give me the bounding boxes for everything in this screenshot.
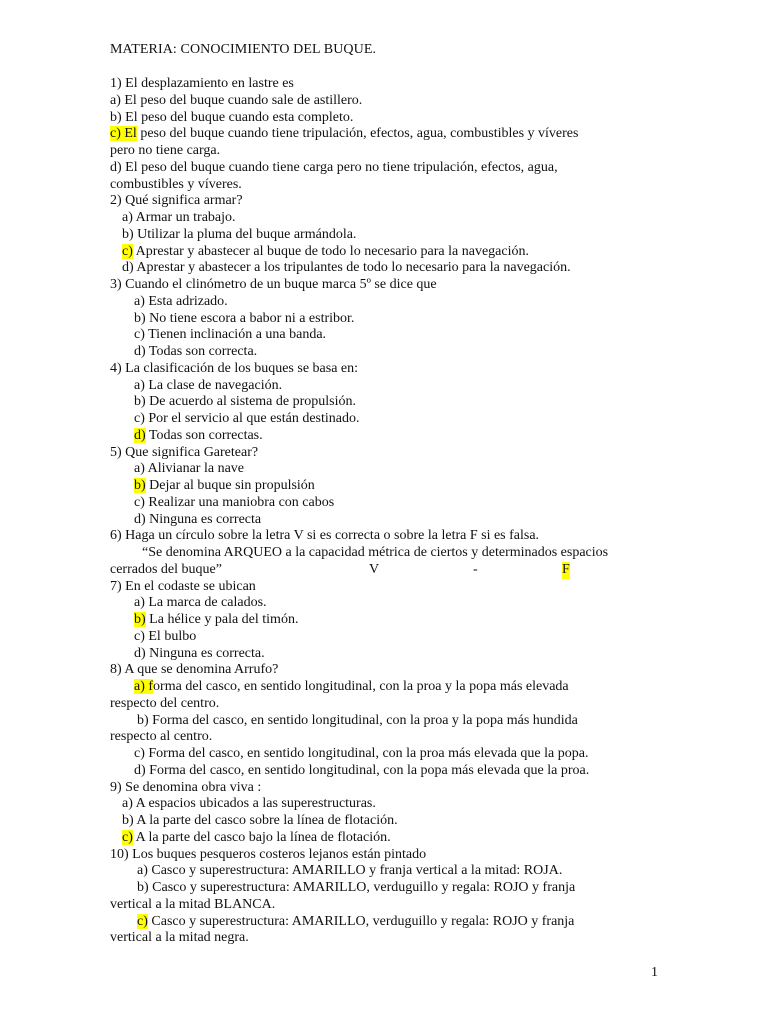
line-text (142, 545, 608, 562)
text-line (0, 930, 768, 947)
line-body: 10) Los buques pesqueros costeros lejanos están pintado (110, 846, 427, 862)
line-body: a) Armar un trabajo. (122, 210, 236, 225)
text-line (0, 595, 768, 612)
line-text (134, 311, 354, 328)
text-line (0, 847, 768, 864)
text-line (0, 713, 768, 730)
text-line (0, 110, 768, 127)
line-text (134, 411, 359, 428)
text-line (0, 210, 768, 227)
line-body: A la parte del casco bajo la línea de flotación. (132, 829, 391, 845)
line-text (110, 76, 294, 93)
line-body: “Se denomina ARQUEO a la capacidad métrica de ciertos y determinados espacios (142, 545, 609, 560)
line-text (122, 260, 571, 277)
line-text (110, 780, 261, 797)
text-line (0, 461, 768, 478)
line-text (122, 830, 391, 847)
line-text (134, 478, 315, 495)
line-body: b) Casco y superestructura: AMARILLO, verduguillo y regala: ROJO y franja (137, 880, 576, 895)
text-line (0, 327, 768, 344)
line-body: c) Forma del casco, en sentido longitudinal, con la proa más elevada que la popa. (134, 746, 589, 761)
line-body: a) La marca de calados. (134, 595, 267, 611)
line-body: d) Ninguna es correcta (134, 511, 262, 527)
line-body: vertical a la mitad negra. (110, 930, 249, 946)
text-line (0, 428, 768, 445)
line-body: 5) Que significa Garetear? (110, 444, 259, 460)
text-line (0, 545, 768, 562)
line-body: d) Aprestar y abastecer a los tripulantes de todo lo necesario para la navegación. (122, 260, 571, 276)
highlighted-answer: c) (122, 829, 133, 845)
line-text (110, 277, 437, 294)
line-text (134, 595, 267, 612)
line-text (110, 143, 220, 160)
line-body: Dejar al buque sin propulsión (145, 478, 315, 493)
line-text (110, 528, 539, 545)
highlighted-answer: d) (134, 427, 146, 443)
text-line (0, 562, 768, 579)
line-text (110, 562, 222, 579)
highlighted-answer: c) (122, 243, 133, 259)
line-body: 7) En el codaste se ubican (110, 578, 256, 594)
line-text (110, 445, 258, 462)
line-body: 8) A que se denomina Arrufo? (110, 662, 279, 678)
line-body: a) El peso del buque cuando sale de astillero. (110, 92, 363, 108)
line-body: c) Por el servicio al que están destinado. (134, 411, 360, 426)
line-body: Aprestar y abastecer al buque de todo lo necesario para la navegación. (132, 243, 529, 259)
line-text (122, 813, 398, 830)
line-body: orma del casco, en sentido longitudinal, con la proa y la popa más elevada (153, 679, 569, 694)
line-body: 4) La clasificación de los buques se basa en: (110, 360, 359, 376)
line-body: pero no tiene carga. (110, 143, 221, 158)
line-text (122, 796, 376, 813)
text-line (0, 160, 768, 177)
line-text (137, 863, 562, 880)
line-text (134, 512, 261, 529)
text-line (0, 411, 768, 428)
line-text (137, 880, 575, 897)
line-body: d) Todas son correcta. (134, 344, 258, 359)
text-line (0, 863, 768, 880)
line-body: b) Forma del casco, en sentido longitudinal, con la proa y la popa más hundida (137, 712, 578, 728)
highlighted-answer: b) (134, 478, 146, 493)
line-text (134, 461, 244, 478)
line-body: d) Forma del casco, en sentido longitudinal, con la popa más elevada que la proa. (134, 762, 590, 778)
text-line (0, 830, 768, 847)
text-line (0, 260, 768, 277)
line-body: Todas son correctas. (145, 427, 263, 443)
line-text (122, 244, 529, 261)
text-line (0, 914, 768, 931)
text-line (0, 612, 768, 629)
false-option-highlighted: F (562, 561, 570, 577)
line-body: b) No tiene escora a babor ni a estribor. (134, 310, 355, 326)
text-line (0, 763, 768, 780)
text-line (0, 679, 768, 696)
line-body: La hélice y pala del timón. (145, 612, 299, 627)
text-line (0, 746, 768, 763)
line-text (134, 344, 257, 361)
line-text (137, 713, 578, 730)
text-line (0, 729, 768, 746)
text-line (0, 897, 768, 914)
line-body: b) A la parte del casco sobre la línea de flotación. (122, 813, 398, 828)
line-text (134, 428, 263, 445)
line-body: c) Realizar una maniobra con cabos (134, 494, 335, 510)
text-line (0, 193, 768, 210)
line-body: a) Esta adrizado. (134, 293, 228, 309)
text-line (0, 311, 768, 328)
text-line (0, 662, 768, 679)
line-text (110, 930, 249, 947)
line-text (110, 361, 358, 378)
line-body: b) Utilizar la pluma del buque armándola. (122, 226, 357, 242)
text-line (0, 76, 768, 93)
text-line (0, 646, 768, 663)
highlighted-answer: c) El (110, 126, 137, 142)
text-line (0, 780, 768, 797)
line-body: a) Alivianar la nave (134, 461, 245, 477)
line-body: 9) Se denomina obra viva : (110, 779, 262, 795)
line-body: 3) Cuando el clinómetro de un buque marca 5º se dice que (110, 277, 437, 292)
page-title: MATERIA: CONOCIMIENTO DEL BUQUE. (110, 42, 377, 57)
text-line (0, 528, 768, 545)
text-line (0, 629, 768, 646)
line-text (110, 662, 278, 679)
highlighted-answer: b) (134, 612, 146, 627)
quiz-body (0, 76, 768, 947)
page-number: 1 (651, 965, 658, 980)
text-line (0, 294, 768, 311)
text-line (0, 143, 768, 160)
line-body: 2) Qué significa armar? (110, 193, 243, 209)
text-line (0, 126, 768, 143)
line-body: a) A espacios ubicados a las superestructuras. (122, 796, 376, 812)
line-text (110, 110, 353, 127)
line-body: respecto del centro. (110, 695, 220, 711)
line-body: vertical a la mitad BLANCA. (110, 896, 276, 912)
line-body: d) Ninguna es correcta. (134, 645, 265, 661)
line-body: cerrados del buque” (110, 561, 222, 577)
text-line (0, 378, 768, 395)
line-text (134, 394, 356, 411)
line-text (134, 378, 282, 395)
text-line (0, 277, 768, 294)
text-line (0, 796, 768, 813)
highlighted-answer: a) f (134, 679, 154, 694)
line-body: a) La clase de navegación. (134, 377, 283, 393)
text-line (0, 579, 768, 596)
text-line (0, 495, 768, 512)
line-body: d) El peso del buque cuando tiene carga pero no tiene tripulación, efectos, agua, (110, 159, 558, 175)
line-text (110, 193, 243, 210)
line-text (134, 294, 228, 311)
text-line (0, 512, 768, 529)
text-line (0, 394, 768, 411)
line-text (134, 646, 265, 663)
text-line (0, 696, 768, 713)
line-text (110, 696, 219, 713)
line-text (110, 93, 362, 110)
line-body: c) Tienen inclinación a una banda. (134, 327, 327, 343)
text-line (0, 93, 768, 110)
highlighted-answer: c) (137, 913, 148, 929)
line-text (110, 126, 578, 143)
line-body: c) El bulbo (134, 628, 197, 644)
text-line (0, 880, 768, 897)
line-body: respecto al centro. (110, 729, 213, 745)
text-line (0, 445, 768, 462)
line-text (122, 227, 356, 244)
line-text (110, 579, 256, 596)
line-text (134, 629, 196, 646)
line-body: combustibles y víveres. (110, 176, 242, 192)
line-body: b) El peso del buque cuando esta completo. (110, 109, 354, 125)
line-text (110, 160, 558, 177)
line-text (134, 327, 326, 344)
line-text (134, 495, 334, 512)
text-line (0, 361, 768, 378)
option-separator: - (473, 561, 478, 577)
line-text (110, 729, 212, 746)
text-line (0, 813, 768, 830)
true-option: V (369, 561, 380, 577)
line-body: a) Casco y superestructura: AMARILLO y franja vertical a la mitad: ROJA. (137, 863, 563, 879)
line-text (134, 763, 589, 780)
line-body: 6) Haga un círculo sobre la letra V si es correcta o sobre la letra F si es falsa. (110, 528, 540, 544)
line-text (134, 746, 588, 763)
text-line (0, 478, 768, 495)
line-text (110, 897, 275, 914)
line-body: b) De acuerdo al sistema de propulsión. (134, 394, 356, 410)
line-body: 1) El desplazamiento en lastre es (110, 76, 294, 91)
line-text (134, 679, 569, 696)
line-text (137, 914, 574, 931)
line-text (110, 847, 426, 864)
text-line (0, 227, 768, 244)
text-line (0, 177, 768, 194)
line-body: peso del buque cuando tiene tripulación, efectos, agua, combustibles y víveres (136, 126, 579, 142)
text-line (0, 344, 768, 361)
text-line (0, 244, 768, 261)
line-text (134, 612, 298, 629)
line-body: Casco y superestructura: AMARILLO, verduguillo y regala: ROJO y franja (147, 913, 575, 929)
line-text (110, 177, 242, 194)
line-text (122, 210, 236, 227)
